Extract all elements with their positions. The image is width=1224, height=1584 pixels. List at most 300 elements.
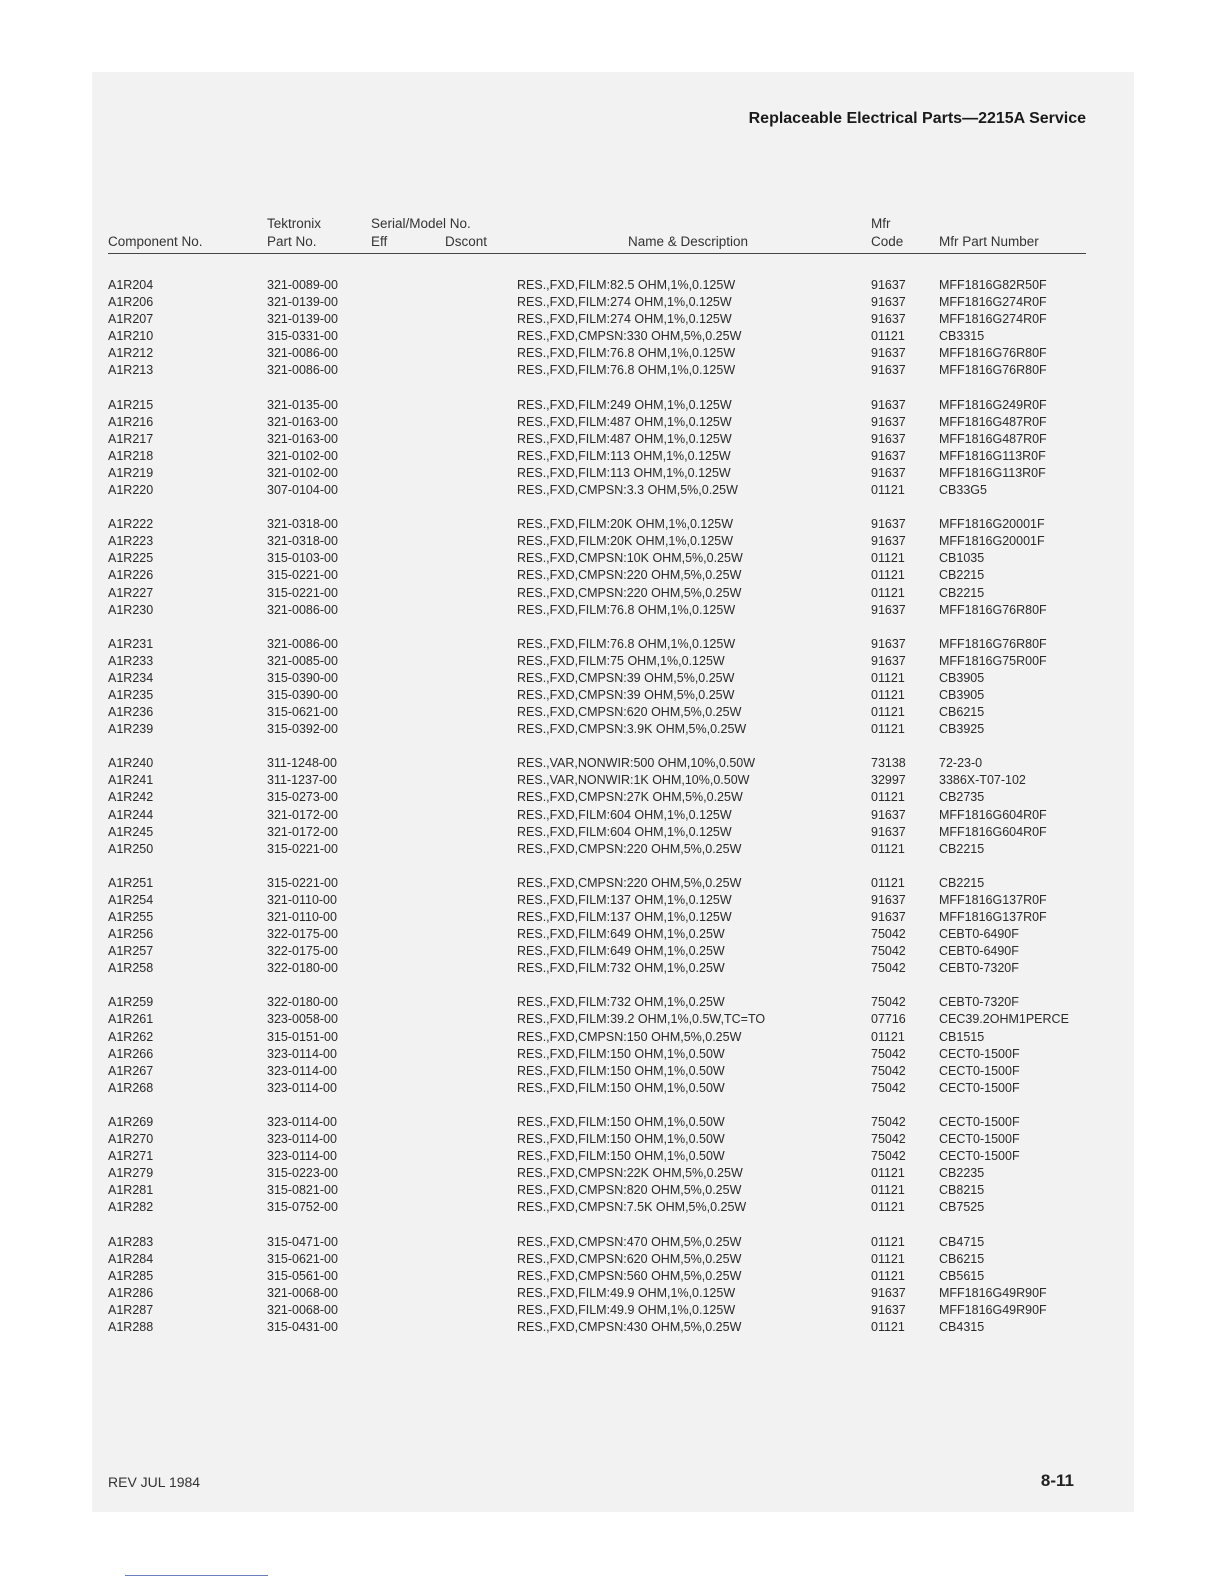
mfr-part-number-cell: MFF1816G20001F <box>939 517 1045 532</box>
component-no-cell: A1R240 <box>108 756 154 771</box>
part-no-cell: 315-0151-00 <box>267 1029 338 1044</box>
mfr-part-number-cell: 3386X-T07-102 <box>939 773 1026 788</box>
component-no-cell: A1R283 <box>108 1234 154 1249</box>
description-cell: RES.,FXD,FILM:20K OHM,1%,0.125W <box>517 517 734 532</box>
col-tektronix: Tektronix <box>267 216 322 231</box>
row-group <box>0 517 1224 620</box>
part-no-cell: 311-1237-00 <box>267 773 337 788</box>
mfr-code-cell: 91637 <box>871 653 906 668</box>
table-row <box>0 1115 1224 1132</box>
mfr-part-number-cell: MFF1816G113R0F <box>939 448 1046 463</box>
part-no-cell: 321-0163-00 <box>267 414 338 429</box>
mfr-part-number-cell: MFF1816G76R80F <box>939 363 1047 378</box>
row-group <box>0 876 1224 979</box>
part-no-cell: 315-0223-00 <box>267 1166 338 1181</box>
mfr-part-number-cell: MFF1816G82R50F <box>939 278 1047 292</box>
description-cell: RES.,FXD,FILM:604 OHM,1%,0.125W <box>517 807 732 822</box>
mfr-code-cell: 91637 <box>871 465 906 480</box>
col-mfr-part-number: Mfr Part Number <box>939 234 1039 249</box>
mfr-code-cell: 91637 <box>871 1302 906 1317</box>
component-no-cell: A1R271 <box>108 1149 154 1164</box>
component-no-cell: A1R282 <box>108 1200 154 1215</box>
description-cell: RES.,FXD,CMPSN:3.9K OHM,5%,0.25W <box>517 722 747 737</box>
mfr-part-number-cell: CB2735 <box>939 790 985 805</box>
component-no-cell: A1R213 <box>108 363 154 378</box>
component-no-cell: A1R279 <box>108 1166 154 1181</box>
table-row <box>0 1252 1224 1269</box>
part-no-cell: 315-0821-00 <box>267 1183 338 1198</box>
mfr-code-cell: 75042 <box>871 1149 906 1164</box>
description-cell: RES.,FXD,FILM:487 OHM,1%,0.125W <box>517 414 732 429</box>
mfr-part-number-cell: CB4715 <box>939 1234 985 1249</box>
mfr-code-cell: 91637 <box>871 346 906 361</box>
description-cell: RES.,FXD,FILM:76.8 OHM,1%,0.125W <box>517 602 736 617</box>
row-group <box>0 756 1224 859</box>
component-no-cell: A1R220 <box>108 483 154 498</box>
parts-table-body <box>0 278 1224 1354</box>
component-no-cell: A1R270 <box>108 1132 154 1147</box>
col-code: Code <box>871 234 904 249</box>
table-row <box>0 876 1224 893</box>
mfr-part-number-cell: CB3905 <box>939 687 985 702</box>
component-no-cell: A1R245 <box>108 824 154 839</box>
description-cell: RES.,FXD,FILM:732 OHM,1%,0.25W <box>517 961 725 976</box>
mfr-part-number-cell: MFF1816G76R80F <box>939 636 1047 651</box>
table-row <box>0 1047 1224 1064</box>
mfr-code-cell: 01121 <box>871 1234 905 1249</box>
component-no-cell: A1R234 <box>108 670 154 685</box>
table-row <box>0 961 1224 978</box>
part-no-cell: 321-0086-00 <box>267 636 338 651</box>
table-row <box>0 842 1224 859</box>
mfr-part-number-cell: MFF1816G76R80F <box>939 602 1047 617</box>
component-no-cell: A1R244 <box>108 807 154 822</box>
description-cell: RES.,FXD,FILM:137 OHM,1%,0.125W <box>517 910 732 924</box>
component-no-cell: A1R206 <box>108 295 154 310</box>
description-cell: RES.,FXD,FILM:82.5 OHM,1%,0.125W <box>517 278 736 292</box>
description-cell: RES.,FXD,CMPSN:39 OHM,5%,0.25W <box>517 670 735 685</box>
mfr-code-cell: 91637 <box>871 431 906 446</box>
component-no-cell: A1R239 <box>108 722 154 737</box>
component-no-cell: A1R216 <box>108 414 154 429</box>
table-row <box>0 1269 1224 1286</box>
table-row <box>0 893 1224 910</box>
mfr-part-number-cell: CECT0-1500F <box>939 1132 1020 1147</box>
description-cell: RES.,FXD,CMPSN:22K OHM,5%,0.25W <box>517 1166 743 1181</box>
component-no-cell: A1R212 <box>108 346 154 361</box>
col-part-no: Part No. <box>267 234 317 249</box>
mfr-code-cell: 75042 <box>871 927 906 942</box>
mfr-part-number-cell: MFF1816G487R0F <box>939 431 1047 446</box>
col-name-description: Name & Description <box>628 234 749 249</box>
part-no-cell: 321-0085-00 <box>267 653 338 668</box>
description-cell: RES.,FXD,CMPSN:220 OHM,5%,0.25W <box>517 568 742 583</box>
component-no-cell: A1R259 <box>108 995 154 1010</box>
table-row <box>0 363 1224 380</box>
mfr-code-cell: 01121 <box>871 875 905 890</box>
component-no-cell: A1R215 <box>108 397 154 412</box>
mfr-code-cell: 01121 <box>871 1200 905 1215</box>
mfr-code-cell: 32997 <box>871 773 906 788</box>
mfr-part-number-cell: CEC39.2OHM1PERCE <box>939 1012 1069 1027</box>
mfr-part-number-cell: MFF1816G49R90F <box>939 1285 1047 1300</box>
table-row <box>0 312 1224 329</box>
part-no-cell: 307-0104-00 <box>267 483 338 498</box>
mfr-code-cell: 75042 <box>871 1046 906 1061</box>
table-row <box>0 671 1224 688</box>
table-row <box>0 586 1224 603</box>
description-cell: RES.,FXD,FILM:76.8 OHM,1%,0.125W <box>517 363 736 378</box>
table-row <box>0 1183 1224 1200</box>
part-no-cell: 321-0110-00 <box>267 910 337 924</box>
part-no-cell: 315-0621-00 <box>267 705 338 720</box>
mfr-part-number-cell: MFF1816G49R90F <box>939 1302 1047 1317</box>
component-no-cell: A1R204 <box>108 278 154 292</box>
component-no-cell: A1R256 <box>108 927 154 942</box>
row-group <box>0 398 1224 501</box>
component-no-cell: A1R284 <box>108 1251 154 1266</box>
table-row <box>0 1081 1224 1098</box>
part-no-cell: 315-0621-00 <box>267 1251 338 1266</box>
mfr-code-cell: 01121 <box>871 1268 905 1283</box>
part-no-cell: 315-0390-00 <box>267 670 338 685</box>
page-number: 8-11 <box>1040 1471 1074 1490</box>
part-no-cell: 315-0221-00 <box>267 568 338 583</box>
table-row <box>0 415 1224 432</box>
part-no-cell: 315-0431-00 <box>267 1319 338 1334</box>
component-no-cell: A1R231 <box>108 636 154 651</box>
component-no-cell: A1R267 <box>108 1063 154 1078</box>
description-cell: RES.,FXD,FILM:150 OHM,1%,0.50W <box>517 1114 725 1129</box>
description-cell: RES.,FXD,CMPSN:220 OHM,5%,0.25W <box>517 841 742 856</box>
mfr-part-number-cell: CB5615 <box>939 1268 985 1283</box>
description-cell: RES.,FXD,FILM:150 OHM,1%,0.50W <box>517 1080 725 1095</box>
component-no-cell: A1R241 <box>108 773 154 788</box>
mfr-code-cell: 07716 <box>871 1012 906 1027</box>
mfr-code-cell: 01121 <box>871 568 905 583</box>
description-cell: RES.,FXD,CMPSN:7.5K OHM,5%,0.25W <box>517 1200 747 1215</box>
table-row <box>0 637 1224 654</box>
part-no-cell: 321-0110-00 <box>267 892 337 907</box>
table-row <box>0 995 1224 1012</box>
row-group <box>0 637 1224 740</box>
table-row <box>0 808 1224 825</box>
component-no-cell: A1R254 <box>108 892 154 907</box>
table-row <box>0 568 1224 585</box>
mfr-part-number-cell: CB4315 <box>939 1319 985 1334</box>
description-cell: RES.,FXD,CMPSN:330 OHM,5%,0.25W <box>517 329 742 344</box>
table-row <box>0 449 1224 466</box>
part-no-cell: 321-0172-00 <box>267 807 338 822</box>
part-no-cell: 315-0103-00 <box>267 551 338 566</box>
mfr-code-cell: 01121 <box>871 790 905 805</box>
description-cell: RES.,FXD,FILM:49.9 OHM,1%,0.125W <box>517 1285 736 1300</box>
table-row <box>0 295 1224 312</box>
part-no-cell: 315-0390-00 <box>267 687 338 702</box>
description-cell: RES.,FXD,CMPSN:560 OHM,5%,0.25W <box>517 1268 742 1283</box>
mfr-part-number-cell: CECT0-1500F <box>939 1063 1020 1078</box>
table-row <box>0 483 1224 500</box>
table-row <box>0 910 1224 927</box>
part-no-cell: 315-0221-00 <box>267 875 338 890</box>
part-no-cell: 322-0180-00 <box>267 961 338 976</box>
component-no-cell: A1R261 <box>108 1012 154 1027</box>
mfr-code-cell: 91637 <box>871 1285 906 1300</box>
component-no-cell: A1R236 <box>108 705 154 720</box>
description-cell: RES.,FXD,CMPSN:3.3 OHM,5%,0.25W <box>517 483 738 498</box>
component-no-cell: A1R268 <box>108 1080 154 1095</box>
description-cell: RES.,VAR,NONWIR:1K OHM,10%,0.50W <box>517 773 750 788</box>
component-no-cell: A1R227 <box>108 585 154 600</box>
description-cell: RES.,FXD,CMPSN:39 OHM,5%,0.25W <box>517 687 735 702</box>
table-row <box>0 278 1224 295</box>
col-dscont: Dscont <box>445 234 488 249</box>
mfr-part-number-cell: CB1515 <box>939 1029 985 1044</box>
mfr-code-cell: 01121 <box>871 1251 905 1266</box>
part-no-cell: 323-0114-00 <box>267 1132 337 1147</box>
table-row <box>0 944 1224 961</box>
table-row <box>0 517 1224 534</box>
mfr-code-cell: 91637 <box>871 397 906 412</box>
mfr-part-number-cell: MFF1816G274R0F <box>939 295 1047 310</box>
mfr-code-cell: 01121 <box>871 551 905 566</box>
description-cell: RES.,FXD,FILM:113 OHM,1%,0.125W <box>517 448 731 463</box>
description-cell: RES.,FXD,FILM:137 OHM,1%,0.125W <box>517 892 732 907</box>
component-no-cell: A1R258 <box>108 961 154 976</box>
mfr-part-number-cell: CEBT0-7320F <box>939 961 1019 976</box>
mfr-code-cell: 01121 <box>871 1029 905 1044</box>
component-no-cell: A1R242 <box>108 790 154 805</box>
page-header-title: Replaceable Electrical Parts—2215A Service <box>748 110 1086 127</box>
mfr-code-cell: 01121 <box>871 483 905 498</box>
table-row <box>0 1235 1224 1252</box>
mfr-code-cell: 91637 <box>871 892 906 907</box>
mfr-code-cell: 01121 <box>871 841 905 856</box>
table-row <box>0 773 1224 790</box>
row-group <box>0 995 1224 1098</box>
mfr-code-cell: 01121 <box>871 670 905 685</box>
mfr-part-number-cell: CEBT0-6490F <box>939 927 1019 942</box>
mfr-part-number-cell: CEBT0-6490F <box>939 944 1019 959</box>
part-no-cell: 321-0086-00 <box>267 602 338 617</box>
part-no-cell: 315-0221-00 <box>267 841 338 856</box>
mfr-code-cell: 01121 <box>871 687 905 702</box>
part-no-cell: 323-0114-00 <box>267 1046 337 1061</box>
description-cell: RES.,FXD,CMPSN:27K OHM,5%,0.25W <box>517 790 743 805</box>
mfr-part-number-cell: CECT0-1500F <box>939 1149 1020 1164</box>
revision-date: REV JUL 1984 <box>108 1474 201 1490</box>
mfr-part-number-cell: CB6215 <box>939 705 985 720</box>
table-row <box>0 1012 1224 1029</box>
table-row <box>0 825 1224 842</box>
part-no-cell: 315-0752-00 <box>267 1200 338 1215</box>
description-cell: RES.,FXD,CMPSN:220 OHM,5%,0.25W <box>517 585 742 600</box>
mfr-part-number-cell: CECT0-1500F <box>939 1080 1020 1095</box>
mfr-code-cell: 91637 <box>871 414 906 429</box>
mfr-code-cell: 01121 <box>871 585 905 600</box>
table-row <box>0 1286 1224 1303</box>
component-no-cell: A1R266 <box>108 1046 154 1061</box>
mfr-code-cell: 75042 <box>871 961 906 976</box>
table-row <box>0 603 1224 620</box>
mfr-part-number-cell: MFF1816G76R80F <box>939 346 1047 361</box>
part-no-cell: 322-0175-00 <box>267 944 338 959</box>
part-no-cell: 315-0561-00 <box>267 1268 338 1283</box>
table-row <box>0 1132 1224 1149</box>
mfr-part-number-cell: CEBT0-7320F <box>939 995 1019 1010</box>
mfr-part-number-cell: CB2215 <box>939 585 985 600</box>
description-cell: RES.,FXD,CMPSN:220 OHM,5%,0.25W <box>517 875 742 890</box>
table-row <box>0 654 1224 671</box>
part-no-cell: 315-0471-00 <box>267 1234 338 1249</box>
component-no-cell: A1R287 <box>108 1302 154 1317</box>
table-row <box>0 466 1224 483</box>
mfr-part-number-cell: CB7525 <box>939 1200 985 1215</box>
part-no-cell: 315-0221-00 <box>267 585 338 600</box>
mfr-part-number-cell: MFF1816G604R0F <box>939 807 1047 822</box>
mfr-code-cell: 75042 <box>871 1132 906 1147</box>
part-no-cell: 321-0089-00 <box>267 278 338 292</box>
table-row <box>0 346 1224 363</box>
mfr-code-cell: 91637 <box>871 517 906 532</box>
row-group <box>0 1115 1224 1218</box>
part-no-cell: 321-0318-00 <box>267 534 338 549</box>
description-cell: RES.,FXD,FILM:150 OHM,1%,0.50W <box>517 1046 725 1061</box>
description-cell: RES.,FXD,CMPSN:430 OHM,5%,0.25W <box>517 1319 742 1334</box>
table-row <box>0 1064 1224 1081</box>
description-cell: RES.,FXD,FILM:604 OHM,1%,0.125W <box>517 824 732 839</box>
part-no-cell: 322-0175-00 <box>267 927 338 942</box>
mfr-code-cell: 91637 <box>871 807 906 822</box>
mfr-part-number-cell: CECT0-1500F <box>939 1046 1020 1061</box>
component-no-cell: A1R235 <box>108 687 154 702</box>
component-no-cell: A1R217 <box>108 431 154 446</box>
component-no-cell: A1R281 <box>108 1183 154 1198</box>
description-cell: RES.,FXD,CMPSN:10K OHM,5%,0.25W <box>517 551 743 566</box>
part-no-cell: 321-0068-00 <box>267 1302 338 1317</box>
col-serial-model-no: Serial/Model No. <box>371 216 471 231</box>
bottom-rule <box>125 1575 268 1576</box>
part-no-cell: 315-0331-00 <box>267 329 338 344</box>
component-no-cell: A1R226 <box>108 568 154 583</box>
part-no-cell: 311-1248-00 <box>267 756 337 771</box>
mfr-part-number-cell: MFF1816G249R0F <box>939 397 1047 412</box>
description-cell: RES.,FXD,CMPSN:470 OHM,5%,0.25W <box>517 1234 742 1249</box>
part-no-cell: 321-0086-00 <box>267 363 338 378</box>
table-row <box>0 927 1224 944</box>
component-no-cell: A1R207 <box>108 312 154 327</box>
mfr-part-number-cell: MFF1816G604R0F <box>939 824 1047 839</box>
mfr-part-number-cell: 72-23-0 <box>939 756 983 771</box>
description-cell: RES.,FXD,FILM:649 OHM,1%,0.25W <box>517 927 725 942</box>
mfr-part-number-cell: CB3905 <box>939 670 985 685</box>
table-row <box>0 1030 1224 1047</box>
component-no-cell: A1R251 <box>108 875 154 890</box>
mfr-part-number-cell: CB8215 <box>939 1183 985 1198</box>
mfr-code-cell: 91637 <box>871 312 906 327</box>
mfr-code-cell: 01121 <box>871 722 905 737</box>
table-row <box>0 705 1224 722</box>
component-no-cell: A1R225 <box>108 551 154 566</box>
mfr-part-number-cell: MFF1816G487R0F <box>939 414 1047 429</box>
table-row <box>0 722 1224 739</box>
mfr-part-number-cell: CB6215 <box>939 1251 985 1266</box>
component-no-cell: A1R262 <box>108 1029 154 1044</box>
mfr-code-cell: 01121 <box>871 329 905 344</box>
part-no-cell: 315-0273-00 <box>267 790 338 805</box>
component-no-cell: A1R285 <box>108 1268 154 1283</box>
description-cell: RES.,FXD,FILM:150 OHM,1%,0.50W <box>517 1149 725 1164</box>
component-no-cell: A1R218 <box>108 448 154 463</box>
mfr-part-number-cell: CB33G5 <box>939 483 987 498</box>
component-no-cell: A1R257 <box>108 944 154 959</box>
mfr-code-cell: 91637 <box>871 602 906 617</box>
component-no-cell: A1R286 <box>108 1285 154 1300</box>
table-row <box>0 1200 1224 1217</box>
description-cell: RES.,FXD,FILM:150 OHM,1%,0.50W <box>517 1063 725 1078</box>
component-no-cell: A1R210 <box>108 329 154 344</box>
description-cell: RES.,FXD,FILM:150 OHM,1%,0.50W <box>517 1132 725 1147</box>
description-cell: RES.,FXD,FILM:487 OHM,1%,0.125W <box>517 431 732 446</box>
mfr-code-cell: 01121 <box>871 1166 905 1181</box>
component-no-cell: A1R222 <box>108 517 154 532</box>
row-group <box>0 278 1224 381</box>
mfr-code-cell: 01121 <box>871 1319 905 1334</box>
description-cell: RES.,FXD,FILM:732 OHM,1%,0.25W <box>517 995 725 1010</box>
table-row <box>0 329 1224 346</box>
part-no-cell: 322-0180-00 <box>267 995 338 1010</box>
mfr-part-number-cell: MFF1816G75R00F <box>939 653 1047 668</box>
mfr-part-number-cell: MFF1816G113R0F <box>939 465 1046 480</box>
part-no-cell: 315-0392-00 <box>267 722 338 737</box>
part-no-cell: 321-0135-00 <box>267 397 338 412</box>
description-cell: RES.,FXD,FILM:274 OHM,1%,0.125W <box>517 312 732 327</box>
component-no-cell: A1R219 <box>108 465 154 480</box>
part-no-cell: 321-0102-00 <box>267 448 338 463</box>
component-no-cell: A1R223 <box>108 534 154 549</box>
mfr-part-number-cell: CB3925 <box>939 722 985 737</box>
table-row <box>0 398 1224 415</box>
part-no-cell: 323-0058-00 <box>267 1012 338 1027</box>
description-cell: RES.,FXD,FILM:274 OHM,1%,0.125W <box>517 295 732 310</box>
component-no-cell: A1R250 <box>108 841 154 856</box>
component-no-cell: A1R269 <box>108 1114 154 1129</box>
mfr-code-cell: 75042 <box>871 1063 906 1078</box>
description-cell: RES.,FXD,CMPSN:820 OHM,5%,0.25W <box>517 1183 742 1198</box>
mfr-code-cell: 91637 <box>871 534 906 549</box>
part-no-cell: 321-0163-00 <box>267 431 338 446</box>
part-no-cell: 321-0102-00 <box>267 465 338 480</box>
mfr-code-cell: 75042 <box>871 995 906 1010</box>
table-row <box>0 1149 1224 1166</box>
mfr-code-cell: 91637 <box>871 295 906 310</box>
description-cell: RES.,FXD,CMPSN:620 OHM,5%,0.25W <box>517 705 742 720</box>
table-row <box>0 1166 1224 1183</box>
part-no-cell: 323-0114-00 <box>267 1063 337 1078</box>
mfr-code-cell: 91637 <box>871 448 906 463</box>
mfr-part-number-cell: CB1035 <box>939 551 985 566</box>
mfr-code-cell: 75042 <box>871 944 906 959</box>
component-no-cell: A1R288 <box>108 1319 154 1334</box>
table-row <box>0 534 1224 551</box>
mfr-part-number-cell: CB2215 <box>939 875 985 890</box>
col-eff: Eff <box>371 234 388 249</box>
description-cell: RES.,FXD,FILM:113 OHM,1%,0.125W <box>517 465 731 480</box>
table-row <box>0 790 1224 807</box>
description-cell: RES.,FXD,FILM:49.9 OHM,1%,0.125W <box>517 1302 736 1317</box>
description-cell: RES.,FXD,FILM:20K OHM,1%,0.125W <box>517 534 734 549</box>
mfr-part-number-cell: CB2235 <box>939 1166 985 1181</box>
